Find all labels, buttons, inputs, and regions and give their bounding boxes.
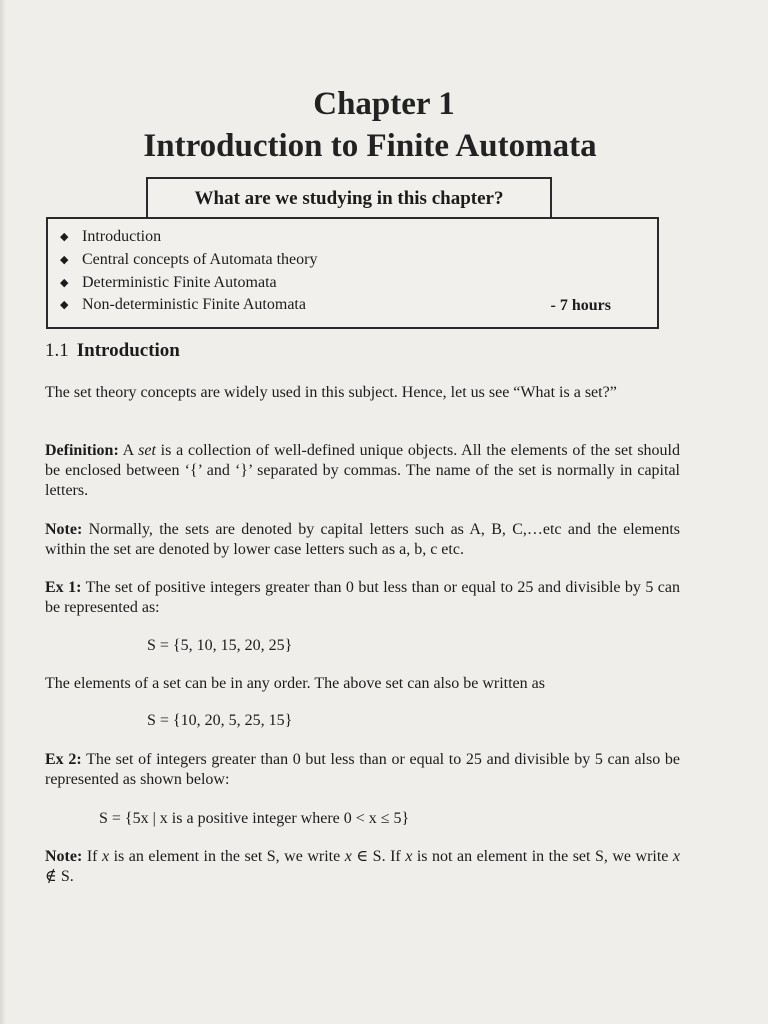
section-number: 1.1 [45, 340, 69, 361]
note-lead: Note: [45, 521, 83, 538]
diamond-bullet-icon: ◆ [60, 299, 69, 311]
chapter-title: Introduction to Finite Automata [143, 128, 597, 164]
diamond-bullet-icon: ◆ [60, 231, 69, 243]
study-box-label: What are we studying in this chapter? [194, 188, 504, 209]
equation-3: S = {5x | x is a positive integer where 0 < x ≤ 5} [99, 810, 410, 827]
diamond-bullet-icon: ◆ [60, 254, 69, 266]
definition-text: A [118, 442, 139, 459]
example-2-lead: Ex 2: [45, 751, 82, 768]
note-2-paragraph [45, 847, 680, 887]
variable-x: x [672, 848, 681, 865]
example-1-lead: Ex 1: [45, 579, 82, 596]
variable-x: x [344, 848, 352, 865]
equation-2: S = {10, 20, 5, 25, 15} [147, 712, 293, 729]
example-1-paragraph [45, 578, 680, 618]
chapter-number: Chapter 1 [313, 86, 455, 122]
equation-1: S = {5, 10, 15, 20, 25} [147, 637, 293, 654]
topic-label: Deterministic Finite Automata [82, 274, 277, 291]
definition-text: is a collection of well-defined unique objects. All the elements of the set should be enclosed between ‘{’ and ‘}’ separated by commas. The name of the set is normally in capital letters. [45, 442, 680, 499]
example-2-text: The set of integers greater than 0 but less than or equal to 25 and divisible by 5 can also be represented as shown below: [45, 751, 680, 788]
topic-item [60, 295, 306, 315]
note-2-lead: Note: [45, 848, 83, 865]
diamond-bullet-icon: ◆ [60, 277, 69, 289]
topic-item [60, 250, 317, 270]
section-title: Introduction [76, 340, 180, 361]
definition-paragraph [45, 441, 680, 501]
topic-item [60, 227, 161, 247]
note-2-text: ∉ S. [45, 868, 74, 885]
duration-label: - 7 hours [550, 297, 611, 314]
note-text: Normally, the sets are denoted by capital letters such as A, B, C,…etc and the elements within the set are denoted by lower case letters such as a, b, c etc. [45, 521, 680, 558]
variable-x: x [405, 848, 413, 865]
topic-label: Introduction [82, 228, 162, 245]
note-2-text: ∈ S. If [351, 848, 406, 865]
intro-paragraph: The set theory concepts are widely used in this subject. Hence, let us see “What is a set?” [45, 384, 617, 401]
note-2-text: is an element in the set S, we write [109, 848, 345, 865]
topic-item [60, 273, 277, 293]
topic-label: Non-deterministic Finite Automata [82, 296, 306, 313]
study-box-header [146, 177, 552, 217]
note-2-text: If [82, 848, 102, 865]
example-2-paragraph [45, 750, 680, 790]
section-heading [45, 340, 180, 362]
note-paragraph [45, 520, 680, 560]
definition-term: set [138, 442, 156, 459]
variable-x: x [101, 848, 110, 865]
topic-label: Central concepts of Automata theory [82, 251, 318, 268]
definition-lead: Definition: [45, 442, 119, 459]
order-paragraph: The elements of a set can be in any order. The above set can also be written as [45, 675, 545, 692]
example-1-text: The set of positive integers greater than 0 but less than or equal to 25 and divisible by 5 can be represented as: [45, 579, 681, 616]
topics-box [46, 217, 659, 329]
note-2-text: is not an element in the set S, we write [412, 848, 673, 865]
